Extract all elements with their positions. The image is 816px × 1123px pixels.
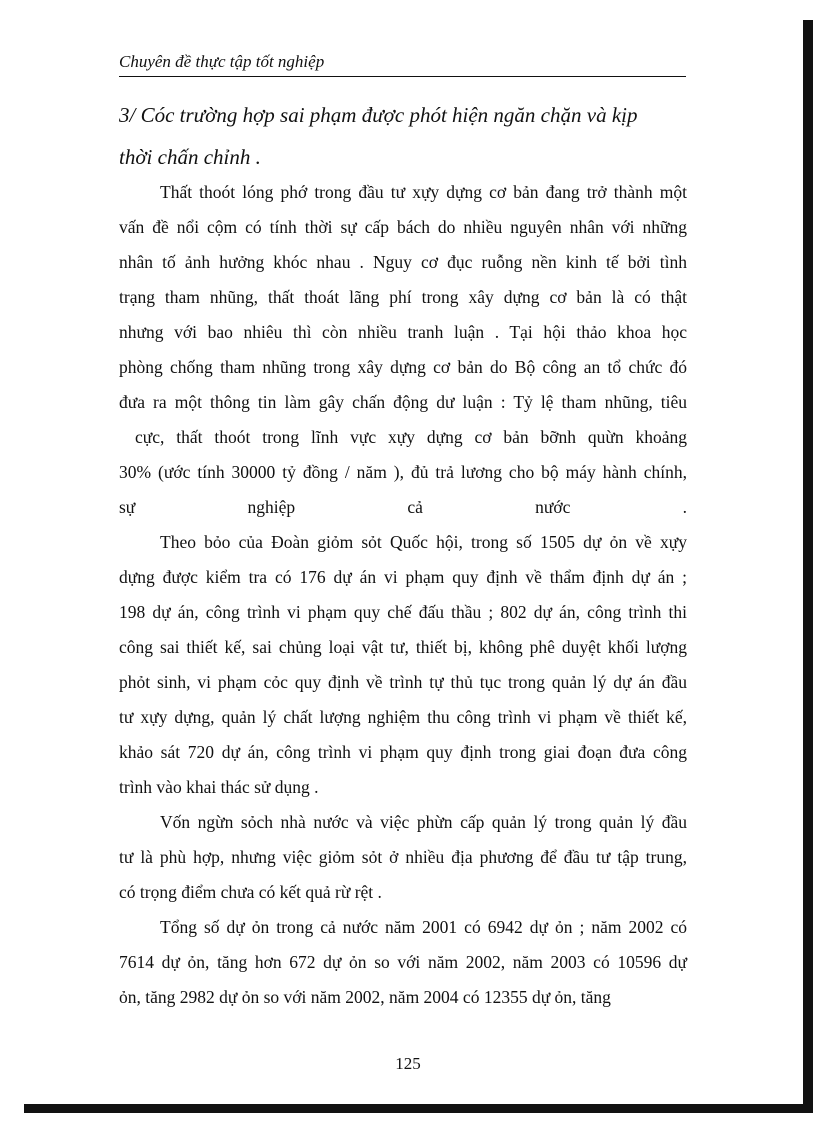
body-line: có trọng điểm chưa có kết quả rừ rệt . bbox=[119, 882, 382, 902]
body-line: tư xựy dựng, quản lý chất lượng nghiệm thu công trình vi phạm về thiết kế, bbox=[119, 707, 687, 727]
body-line: vấn đề nổi cộm có tính thời sự cấp bách do nhiều nguyên nhân với những bbox=[119, 217, 687, 237]
body-line: Thất thoót lóng phớ trong đầu tư xựy dựng cơ bản đang trở thành một bbox=[160, 182, 687, 202]
body-line: cực, thất thoót trong lĩnh vực xựy dựng cơ bản bỡnh quừn khoảng bbox=[135, 427, 687, 447]
body-line: trạng tham nhũng, thất thoát lãng phí trong xây dựng cơ bản là có thật bbox=[119, 287, 687, 307]
body-line: đưa ra một thông tin làm gây chấn động dư luận : Tỷ lệ tham nhũng, tiêu bbox=[119, 392, 687, 412]
page-number: 125 bbox=[395, 1054, 421, 1073]
header-rule bbox=[119, 76, 686, 77]
body-line: nhưng với bao nhiêu thì còn nhiều tranh luận . Tại hội thảo khoa học bbox=[119, 322, 687, 342]
body-line: nhân tố ảnh hưởng khóc nhau . Nguy cơ đục ruỗng nền kinh tế bởi tình bbox=[119, 252, 687, 272]
page-frame-right-edge bbox=[803, 20, 813, 1104]
body-line: 7614 dự ỏn, tăng hơn 672 dự ỏn so với năm 2002, năm 2003 có 10596 dự bbox=[119, 952, 687, 972]
body-line: 198 dự án, công trình vi phạm quy chế đấu thầu ; 802 dự án, công trình thi bbox=[119, 602, 687, 622]
body-line: Tổng số dự ỏn trong cả nước năm 2001 có 6942 dự ỏn ; năm 2002 có bbox=[160, 917, 687, 937]
body-line: dựng được kiểm tra có 176 dự án vi phạm quy định về thẩm định dự án ; bbox=[119, 567, 687, 587]
body-line: phỏt sinh, vi phạm cỏc quy định về trình tự thủ tục trong quản lý dự án đầu bbox=[119, 672, 687, 692]
page-frame-bottom-edge bbox=[24, 1104, 813, 1113]
body-line: sự nghiệp cả nước . bbox=[119, 497, 687, 517]
body-line: công sai thiết kế, sai chủng loại vật tư, thiết bị, không phê duyệt khối lượng bbox=[119, 637, 687, 657]
body-line: tư là phù hợp, nhưng việc giỏm sỏt ở nhiều địa phương để đầu tư tập trung, bbox=[119, 847, 687, 867]
body-line: Vốn ngừn sỏch nhà nước và việc phừn cấp quản lý trong quản lý đầu bbox=[160, 812, 687, 832]
body-line: phòng chống tham nhũng trong xây dựng cơ bản do Bộ công an tổ chức đó bbox=[119, 357, 687, 377]
running-header: Chuyên đề thực tập tốt nghiệp bbox=[119, 52, 325, 71]
section-heading-line-1: 3/ Cóc trường hợp sai phạm được phót hiện ngăn chặn và kịp bbox=[119, 103, 638, 127]
body-line: Theo bỏo của Đoàn giỏm sỏt Quốc hội, trong số 1505 dự ỏn về xựy bbox=[160, 532, 687, 552]
body-line: khảo sát 720 dự án, công trình vi phạm quy định trong giai đoạn đưa công bbox=[119, 742, 687, 762]
body-line: trình vào khai thác sử dụng . bbox=[119, 777, 319, 797]
body-line: 30% (ước tính 30000 tỷ đồng / năm ), đủ trả lương cho bộ máy hành chính, bbox=[119, 462, 687, 482]
section-heading-line-2: thời chấn chỉnh . bbox=[119, 145, 261, 169]
body-line: ỏn, tăng 2982 dự ỏn so với năm 2002, năm 2004 có 12355 dự ỏn, tăng bbox=[119, 987, 611, 1007]
